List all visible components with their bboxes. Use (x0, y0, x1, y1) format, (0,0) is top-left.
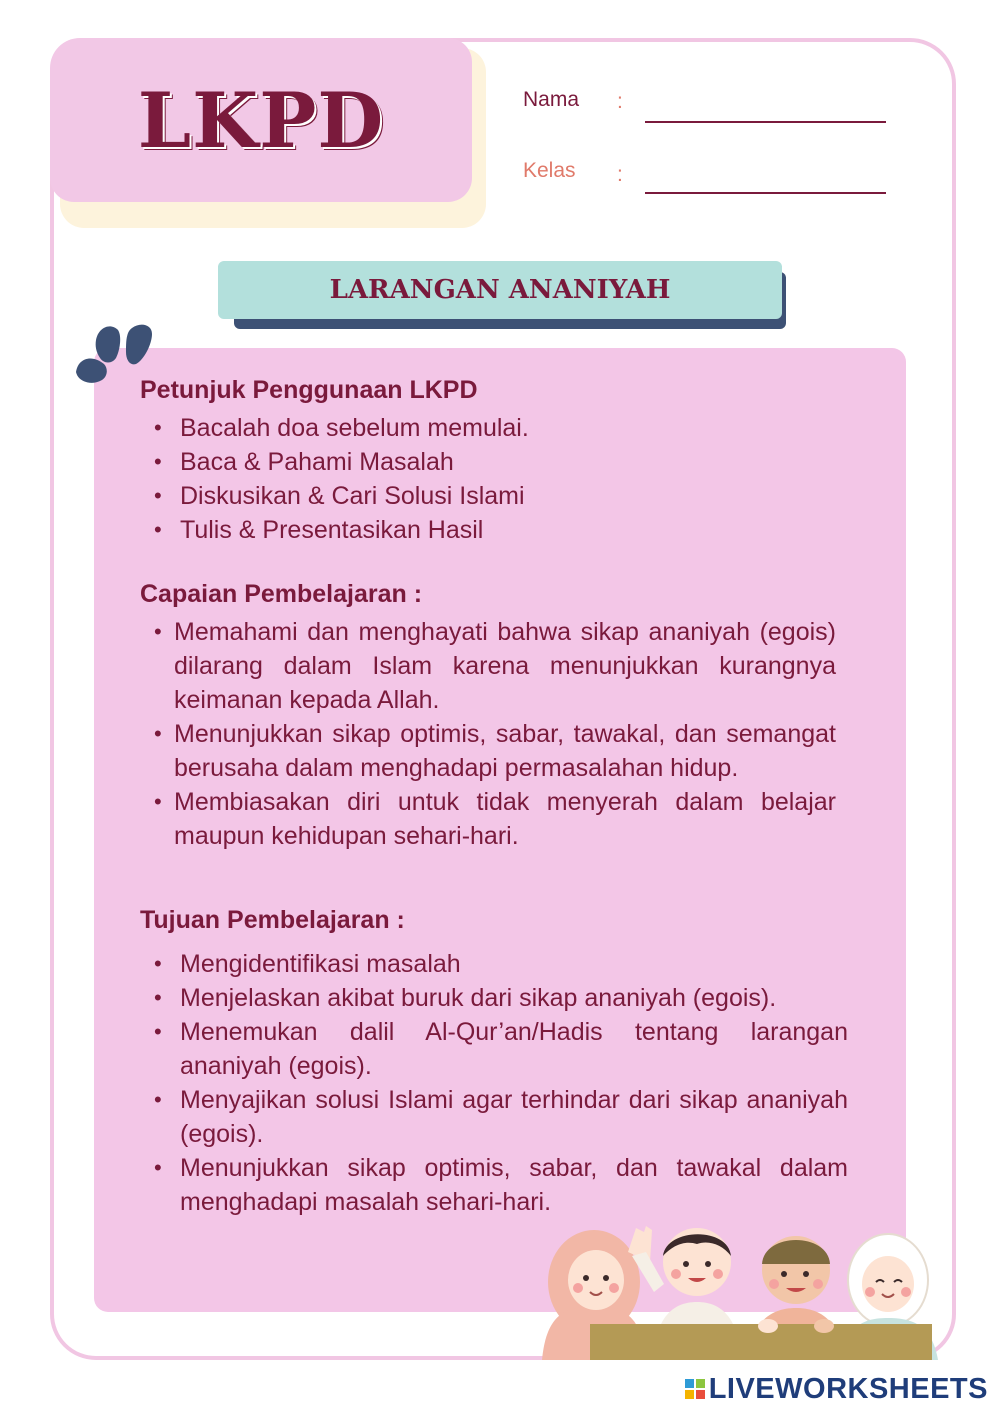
list-item: • Diskusikan & Cari Solusi Islami (140, 479, 830, 513)
section-heading: Capaian Pembelajaran : (140, 580, 423, 608)
field-colon-kelas: : (617, 163, 623, 186)
list-item: • Memahami dan menghayati bahwa sikap ananiyah (egois) dilarang dalam Islam karena menunjukkan kurangnya keimanan kepada Allah. (140, 615, 836, 717)
logo-mark-icon (685, 1379, 705, 1399)
list-item: • Menunjukkan sikap optimis, sabar, tawakal, dan semangat berusaha dalam menghadapi permasalahan hidup. (140, 717, 836, 785)
list-item: • Menjelaskan akibat buruk dari sikap ananiyah (egois). (140, 981, 848, 1015)
tujuan-list (140, 947, 848, 1219)
list-item: • Bacalah doa sebelum memulai. (140, 411, 830, 445)
list-item: • Membiasakan diri untuk tidak menyerah dalam belajar maupun kehidupan sehari-hari. (140, 785, 836, 853)
petunjuk-list (140, 411, 830, 547)
section-capaian (140, 580, 836, 853)
list-item: • Baca & Pahami Masalah (140, 445, 830, 479)
section-heading: Tujuan Pembelajaran : (140, 906, 405, 934)
topic-title: LARANGAN ANANIYAH (329, 275, 671, 305)
section-petunjuk (140, 376, 830, 547)
logo-text: LIVEWORKSHEETS (708, 1372, 988, 1405)
list-item: • Tulis & Presentasikan Hasil (140, 513, 830, 547)
list-item: • Menunjukkan sikap optimis, sabar, dan tawakal dalam menghadapi masalah sehari-hari. (140, 1151, 848, 1219)
liveworksheets-logo[interactable] (685, 1373, 988, 1405)
nama-input-line[interactable] (645, 121, 886, 123)
children-illustration (532, 1222, 944, 1360)
page-title: LKPD (137, 75, 385, 165)
list-item: • Menemukan dalil Al-Qur’an/Hadis tentang larangan ananiyah (egois). (140, 1015, 848, 1083)
section-heading: Petunjuk Penggunaan LKPD (140, 376, 478, 404)
field-colon-nama: : (617, 90, 623, 113)
topic-banner (218, 261, 782, 319)
title-box (50, 38, 472, 202)
list-item: • Mengidentifikasi masalah (140, 947, 848, 981)
capaian-list (140, 615, 836, 853)
section-tujuan (140, 906, 848, 1219)
field-label-kelas: Kelas (523, 159, 576, 182)
field-label-nama: Nama (523, 88, 580, 111)
kelas-input-line[interactable] (645, 192, 886, 194)
list-item: • Menyajikan solusi Islami agar terhindar dari sikap ananiyah (egois). (140, 1083, 848, 1151)
